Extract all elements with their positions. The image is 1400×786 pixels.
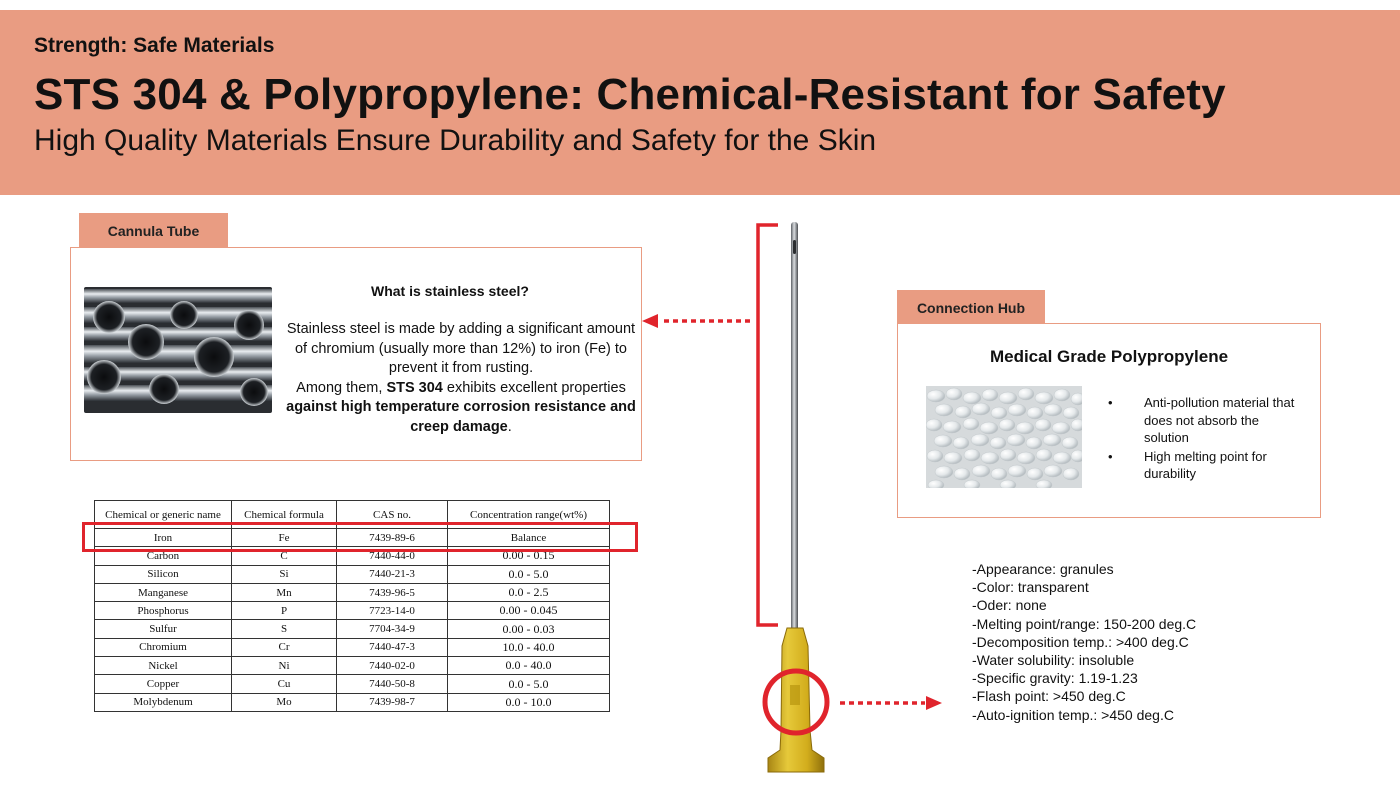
table-row bbox=[95, 638, 610, 656]
table-row bbox=[95, 565, 610, 583]
section-kicker: Strength: Safe Materials bbox=[34, 34, 275, 57]
cell-concentration: 0.00 - 0.15 bbox=[448, 547, 610, 565]
header-name: Chemical or generic name bbox=[95, 501, 232, 529]
cell-formula: Cu bbox=[232, 675, 337, 693]
cell-formula: Mn bbox=[232, 583, 337, 601]
property-line: -Flash point: >450 deg.C bbox=[972, 688, 1126, 705]
stainless-para1: Stainless steel is made by adding a significant amount of chromium (usually more than 12%) to iron (Fe) to prevent it from rusting. bbox=[286, 321, 636, 376]
iron-row-highlight bbox=[82, 522, 638, 552]
list-item: • High melting point for durability bbox=[1108, 448, 1303, 483]
hub-title: Medical Grade Polypropylene bbox=[989, 347, 1229, 366]
property-line: -Melting point/range: 150-200 deg.C bbox=[972, 615, 1197, 632]
cell-concentration: 0.00 - 0.03 bbox=[448, 620, 610, 638]
property-line: -Auto-ignition temp.: >450 deg.C bbox=[972, 706, 1174, 723]
cannula-tab: Cannula Tube bbox=[79, 213, 228, 248]
table-row bbox=[95, 602, 610, 620]
cell-name: Copper bbox=[95, 675, 232, 693]
cell-name: Chromium bbox=[95, 638, 232, 656]
cell-cas: 7440-47-3 bbox=[337, 638, 448, 656]
property-line: -Oder: none bbox=[972, 597, 1047, 614]
cell-concentration: 0.0 - 10.0 bbox=[448, 693, 610, 711]
cell-cas: 7439-89-6 bbox=[337, 529, 448, 547]
list-item: • Anti-pollution material that does not absorb the solution bbox=[1108, 394, 1303, 447]
arrow-right-icon bbox=[926, 696, 942, 710]
property-line: -Appearance: granules bbox=[972, 561, 1114, 577]
cell-formula: S bbox=[232, 620, 337, 638]
hub-tab: Connection Hub bbox=[897, 290, 1045, 325]
cell-name: Iron bbox=[95, 529, 232, 547]
stainless-para2-suffix: . bbox=[507, 418, 512, 435]
table-row bbox=[95, 620, 610, 638]
polypropylene-properties bbox=[972, 560, 1196, 724]
cell-concentration: 0.0 - 40.0 bbox=[448, 657, 610, 675]
property-line: -Specific gravity: 1.19-1.23 bbox=[972, 670, 1138, 687]
corrosion-resistance-text: against high temperature corrosion resistance and creep damage bbox=[286, 399, 636, 435]
cannula-info-box bbox=[70, 247, 642, 461]
table-row bbox=[95, 675, 610, 693]
hub-feature-list bbox=[1108, 394, 1303, 484]
cell-name: Manganese bbox=[95, 583, 232, 601]
stainless-para2-prefix: Among them, bbox=[296, 379, 387, 396]
cannula-needle-image bbox=[640, 210, 960, 780]
cell-name: Phosphorus bbox=[95, 602, 232, 620]
cell-cas: 7723-14-0 bbox=[337, 602, 448, 620]
cannula-bracket bbox=[758, 225, 778, 625]
cell-formula: Cr bbox=[232, 638, 337, 656]
cell-concentration: 0.0 - 2.5 bbox=[448, 583, 610, 601]
cell-concentration: 0.00 - 0.045 bbox=[448, 602, 610, 620]
page-title: STS 304 & Polypropylene: Chemical-Resistant for Safety bbox=[34, 70, 1226, 119]
cell-name: Carbon bbox=[95, 547, 232, 565]
stainless-question: What is stainless steel? bbox=[371, 283, 529, 299]
cell-name: Sulfur bbox=[95, 620, 232, 638]
cell-cas: 7439-96-5 bbox=[337, 583, 448, 601]
table-row bbox=[95, 657, 610, 675]
cell-cas: 7439-98-7 bbox=[337, 693, 448, 711]
stainless-para2-mid: exhibits excellent properties bbox=[442, 379, 626, 396]
cell-formula: C bbox=[232, 547, 337, 565]
cell-cas: 7440-44-0 bbox=[337, 547, 448, 565]
cell-formula: Fe bbox=[232, 529, 337, 547]
cell-name: Silicon bbox=[95, 565, 232, 583]
cell-name: Nickel bbox=[95, 657, 232, 675]
table-row bbox=[95, 583, 610, 601]
header-concentration: Concentration range(wt%) bbox=[448, 501, 610, 529]
hub-info-box bbox=[897, 323, 1321, 518]
cell-formula: Mo bbox=[232, 693, 337, 711]
cell-cas: 7440-02-0 bbox=[337, 657, 448, 675]
stainless-description bbox=[284, 320, 638, 437]
cell-formula: P bbox=[232, 602, 337, 620]
cell-concentration: 0.0 - 5.0 bbox=[448, 565, 610, 583]
page-subtitle: High Quality Materials Ensure Durability and Safety for the Skin bbox=[34, 124, 877, 157]
arrow-left-icon bbox=[642, 314, 658, 328]
header-banner bbox=[0, 10, 1400, 195]
sts304-label: STS 304 bbox=[386, 379, 443, 396]
header-formula: Chemical formula bbox=[232, 501, 337, 529]
needle-shaft bbox=[791, 222, 798, 632]
cell-formula: Si bbox=[232, 565, 337, 583]
cell-concentration: 10.0 - 40.0 bbox=[448, 638, 610, 656]
cell-cas: 7440-21-3 bbox=[337, 565, 448, 583]
cell-cas: 7440-50-8 bbox=[337, 675, 448, 693]
cell-cas: 7704-34-9 bbox=[337, 620, 448, 638]
property-line: -Decomposition temp.: >400 deg.C bbox=[972, 633, 1189, 650]
property-line: -Color: transparent bbox=[972, 579, 1089, 596]
cell-concentration: Balance bbox=[448, 529, 610, 547]
cell-name: Molybdenum bbox=[95, 693, 232, 711]
cell-concentration: 0.0 - 5.0 bbox=[448, 675, 610, 693]
property-line: -Water solubility: insoluble bbox=[972, 652, 1135, 669]
cell-formula: Ni bbox=[232, 657, 337, 675]
header-cas: CAS no. bbox=[337, 501, 448, 529]
steel-pipes-image bbox=[84, 287, 272, 413]
table-row bbox=[95, 693, 610, 711]
